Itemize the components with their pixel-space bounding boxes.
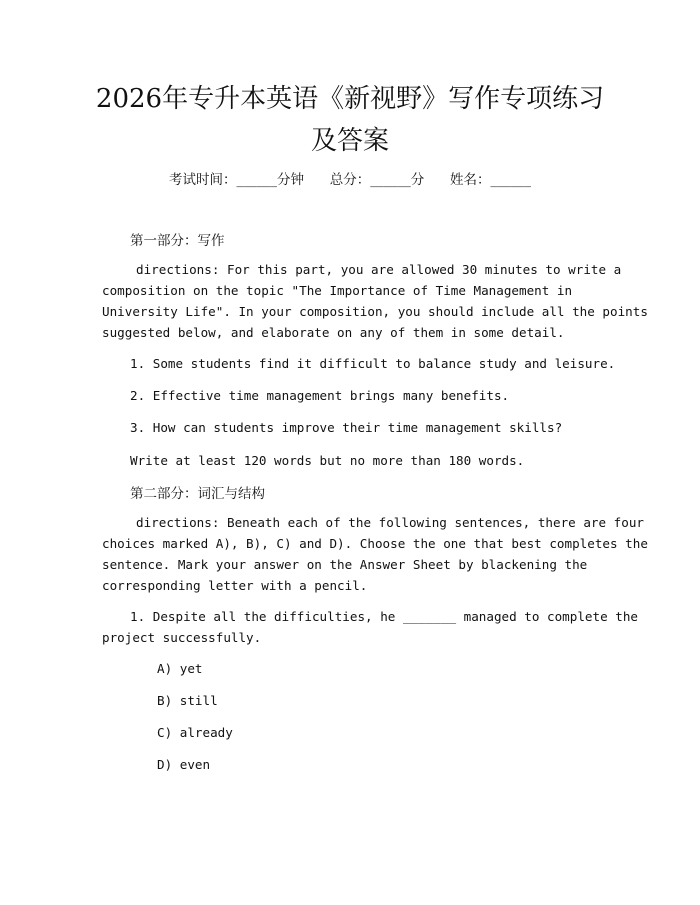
part1-word-limit: Write at least 120 words but no more than 180 words. [130,453,525,468]
question-1-stem-line: project successfully. [102,630,262,645]
question-1 [102,606,638,648]
part1-directions-line: directions: For this part, you are allowed 30 minutes to write a [136,262,622,277]
document-title [60,78,640,162]
part2-directions-line: corresponding letter with a pencil. [102,578,368,593]
part2-directions-line: sentence. Mark your answer on the Answer Sheet by blackening the [102,557,588,572]
question-1-option-c: C) already [157,725,233,740]
title-line-2: 及答案 [310,126,389,156]
part1-directions [102,259,648,343]
part1-directions-line: University Life". In your composition, you should include all the points [102,304,648,319]
name-label: 姓名：______ [450,172,531,188]
part1-point-3: 3. How can students improve their time management skills? [130,420,563,435]
question-1-option-d: D) even [157,757,211,772]
part1-directions-line: composition on the topic "The Importance of Time Management in [102,283,573,298]
part2-directions-line: directions: Beneath each of the following sentences, there are four [136,515,644,530]
question-1-stem-line: 1. Despite all the difficulties, he _______ managed to complete the [130,609,638,624]
part1-heading: 第一部分：写作 [130,233,225,249]
question-1-option-a: A) yet [157,661,203,676]
part2-directions [102,512,648,596]
question-1-option-b: B) still [157,693,218,708]
part2-directions-line: choices marked A), B), C) and D). Choose the one that best completes the [102,536,648,551]
part2-heading: 第二部分：词汇与结构 [130,486,265,502]
part1-point-2: 2. Effective time management brings many benefits. [130,388,510,403]
total-score-label: 总分：______分 [329,172,425,188]
exam-meta [0,168,700,188]
title-line-1: 2026年专升本英语《新视野》写作专项练习 [95,84,605,114]
part1-point-1: 1. Some students find it difficult to balance study and leisure. [130,356,616,371]
exam-time-label: 考试时间：______分钟 [169,172,304,188]
part1-directions-line: suggested below, and elaborate on any of them in some detail. [102,325,565,340]
